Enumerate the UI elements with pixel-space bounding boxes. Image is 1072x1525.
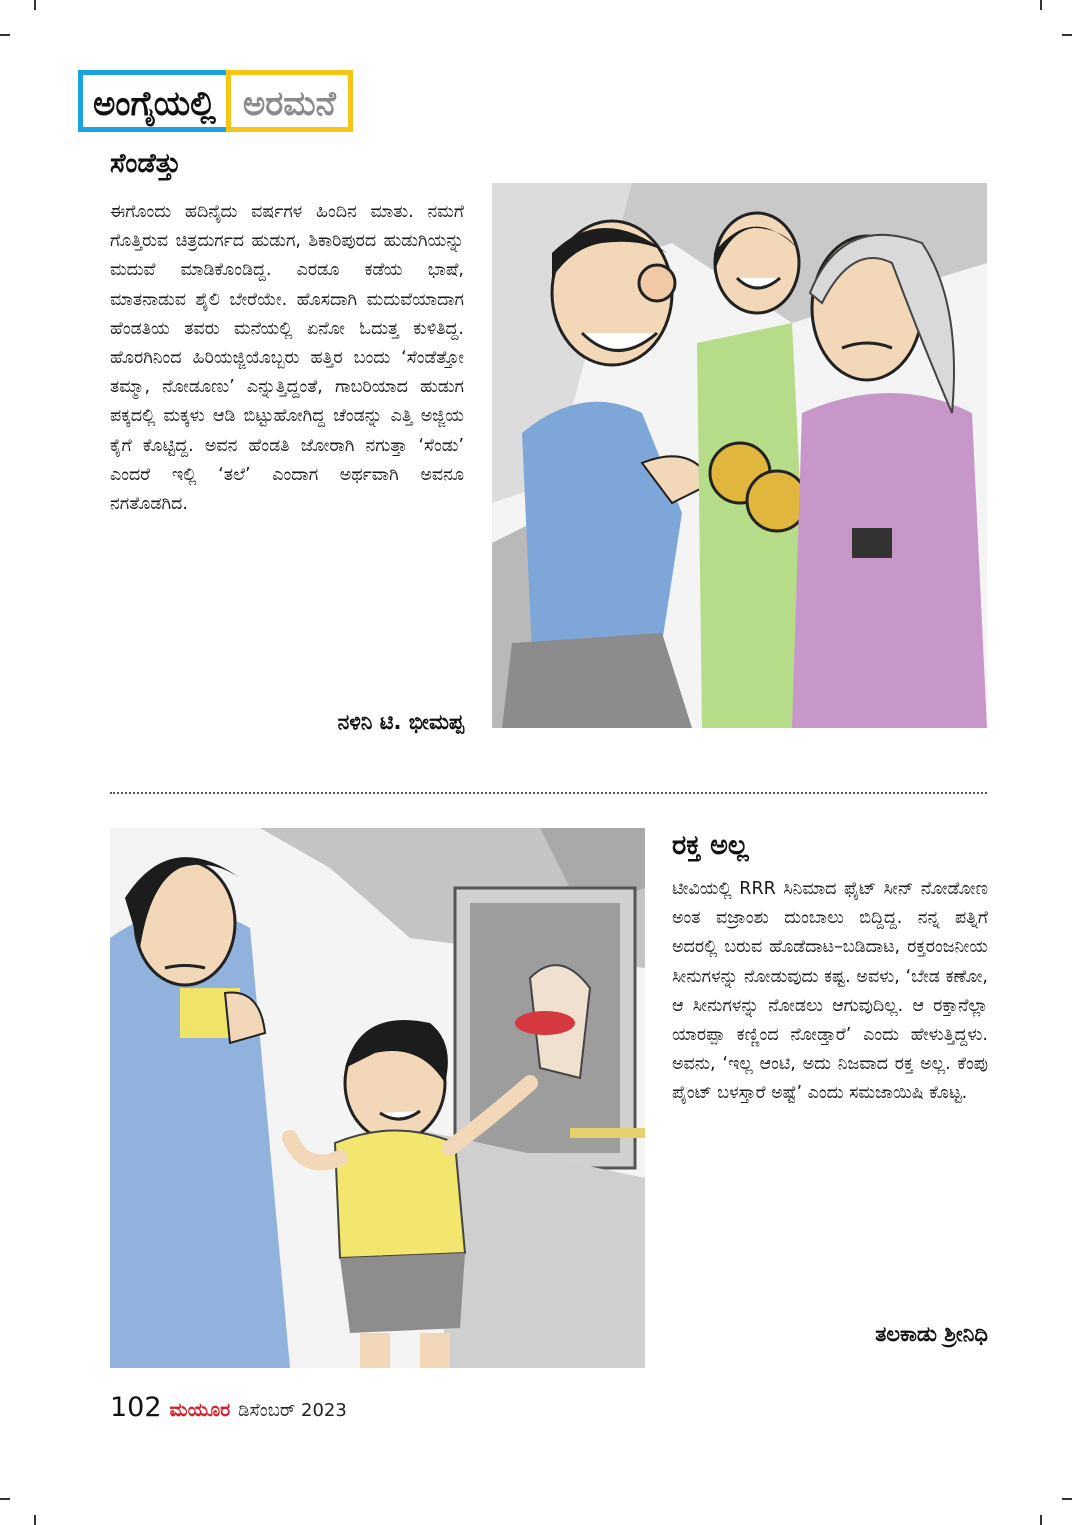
page-number: 102 [110,1392,162,1423]
story1-body [110,198,464,519]
story2-author: ತಲಕಾಡು ಶ್ರೀನಿಧಿ [875,1322,988,1346]
illustration-tv-scene [110,828,645,1368]
crop-mark [34,1515,36,1525]
crop-mark [0,34,10,36]
crop-mark [1062,34,1072,36]
story1-title: ಸೆಂಡೆತ್ತು [110,148,181,179]
crop-mark [1040,0,1042,10]
story1-author: ನಳಿನಿ ಟಿ. ಭೀಮಪ್ಪ [337,710,464,734]
story2-body [672,875,988,1109]
crop-mark [34,0,36,10]
story1-text: ಈಗೊಂದು ಹದಿನೈದು ವರ್ಷಗಳ ಹಿಂದಿನ ಮಾತು. ನಮಗೆ ಗೊತ್ತಿರುವ ಚಿತ್ರದುರ್ಗದ ಹುಡುಗ, ಶಿಕಾರಿಪುರದ ಹುಡುಗಿಯನ್ನು ಮದುವೆ ಮಾಡಿಕೊಂಡಿದ್ದ. ಎರಡೂ ಕಡೆಯ ಭಾಷೆ, ಮಾತನಾಡುವ ಶೈಲಿ ಬೇರೆಯೇ. ಹೊಸದಾಗಿ ಮದುವೆಯಾದಾಗ ಹೆಂಡತಿಯ ತವರು ಮನೆಯಲ್ಲಿ ಏನೋ ಓದುತ್ತ ಕುಳಿತಿದ್ದ. ಹೊರಗಿನಿಂದ ಹಿರಿಯಜ್ಜಿಯೊಬ್ಬರು ಹತ್ತಿರ ಬಂದು ‘ಸೆಂಡೆತ್ತೋ ತಮ್ಮಾ, ನೋಡೂಣು’ ಎನ್ನುತ್ತಿದ್ದಂತೆ, ಗಾಬರಿಯಾದ ಹುಡುಗ ಪಕ್ಕದಲ್ಲಿ ಮಕ್ಕಳು ಆಡಿ ಬಿಟ್ಟುಹೋಗಿದ್ದ ಚೆಂಡನ್ನು ಎತ್ತಿ ಅಜ್ಜಿಯ ಕೈಗೆ ಕೊಟ್ಟಿದ್ದ. ಅವನ ಹೆಂಡತಿ ಜೋರಾಗಿ ನಗುತ್ತಾ ‘ಸೆಂಡು’ ಎಂದರೆ ಇಲ್ಲಿ ‘ತಲೆ’ ಎಂದಾಗ ಅರ್ಥವಾಗಿ ಅವನೂ ನಗತೊಡಗಿದ. [110,202,464,515]
masthead-right: ಅರಮನೆ [226,70,353,132]
story2-title: ರಕ್ತ ಅಲ್ಲ [672,830,749,861]
crop-mark [0,1498,10,1500]
crop-mark [1040,1515,1042,1525]
illustration-family-ball [492,183,987,728]
issue-month: ಡಿಸೆಂಬರ್ 2023 [238,1400,347,1421]
section-divider [110,792,987,794]
crop-mark [1062,1498,1072,1500]
magazine-brand: ಮಯೂರ [169,1399,231,1421]
masthead-left: ಅಂಗೈಯಲ್ಲಿ [78,70,226,132]
section-masthead [78,70,353,132]
page-footer [110,1392,347,1423]
story2-text: ಟೀವಿಯಲ್ಲಿ RRR ಸಿನಿಮಾದ ಫೈಟ್ ಸೀನ್ ನೋಡೋಣ ಅಂತ ವಜ್ರಾಂಶು ದುಂಬಾಲು ಬಿದ್ದಿದ್ದ. ನನ್ನ ಪತ್ನಿಗೆ ಅದರಲ್ಲಿ ಬರುವ ಹೊಡೆದಾಟ–ಬಡಿದಾಟ, ರಕ್ತರಂಜನೀಯ ಸೀನುಗಳನ್ನು ನೋಡುವುದು ಕಷ್ಟ. ಅವಳು, ‘ಬೇಡ ಕಣೋ, ಆ ಸೀನುಗಳನ್ನು ನೋಡಲು ಆಗುವುದಿಲ್ಲ. ಆ ರಕ್ತಾನೆಲ್ಲಾ ಯಾರಪ್ಪಾ ಕಣ್ಣಿಂದ ನೋಡ್ತಾರೆ’ ಎಂದು ಹೇಳುತ್ತಿದ್ದಳು. ಅವನು, ‘ಇಲ್ಲ ಆಂಟಿ, ಅದು ನಿಜವಾದ ರಕ್ತ ಅಲ್ಲ. ಕೆಂಪು ಪೈಂಟ್ ಬಳಸ್ತಾರೆ ಅಷ್ಟೆ’ ಎಂದು ಸಮಜಾಯಿಷಿ ಕೊಟ್ಟ. [672,879,988,1104]
